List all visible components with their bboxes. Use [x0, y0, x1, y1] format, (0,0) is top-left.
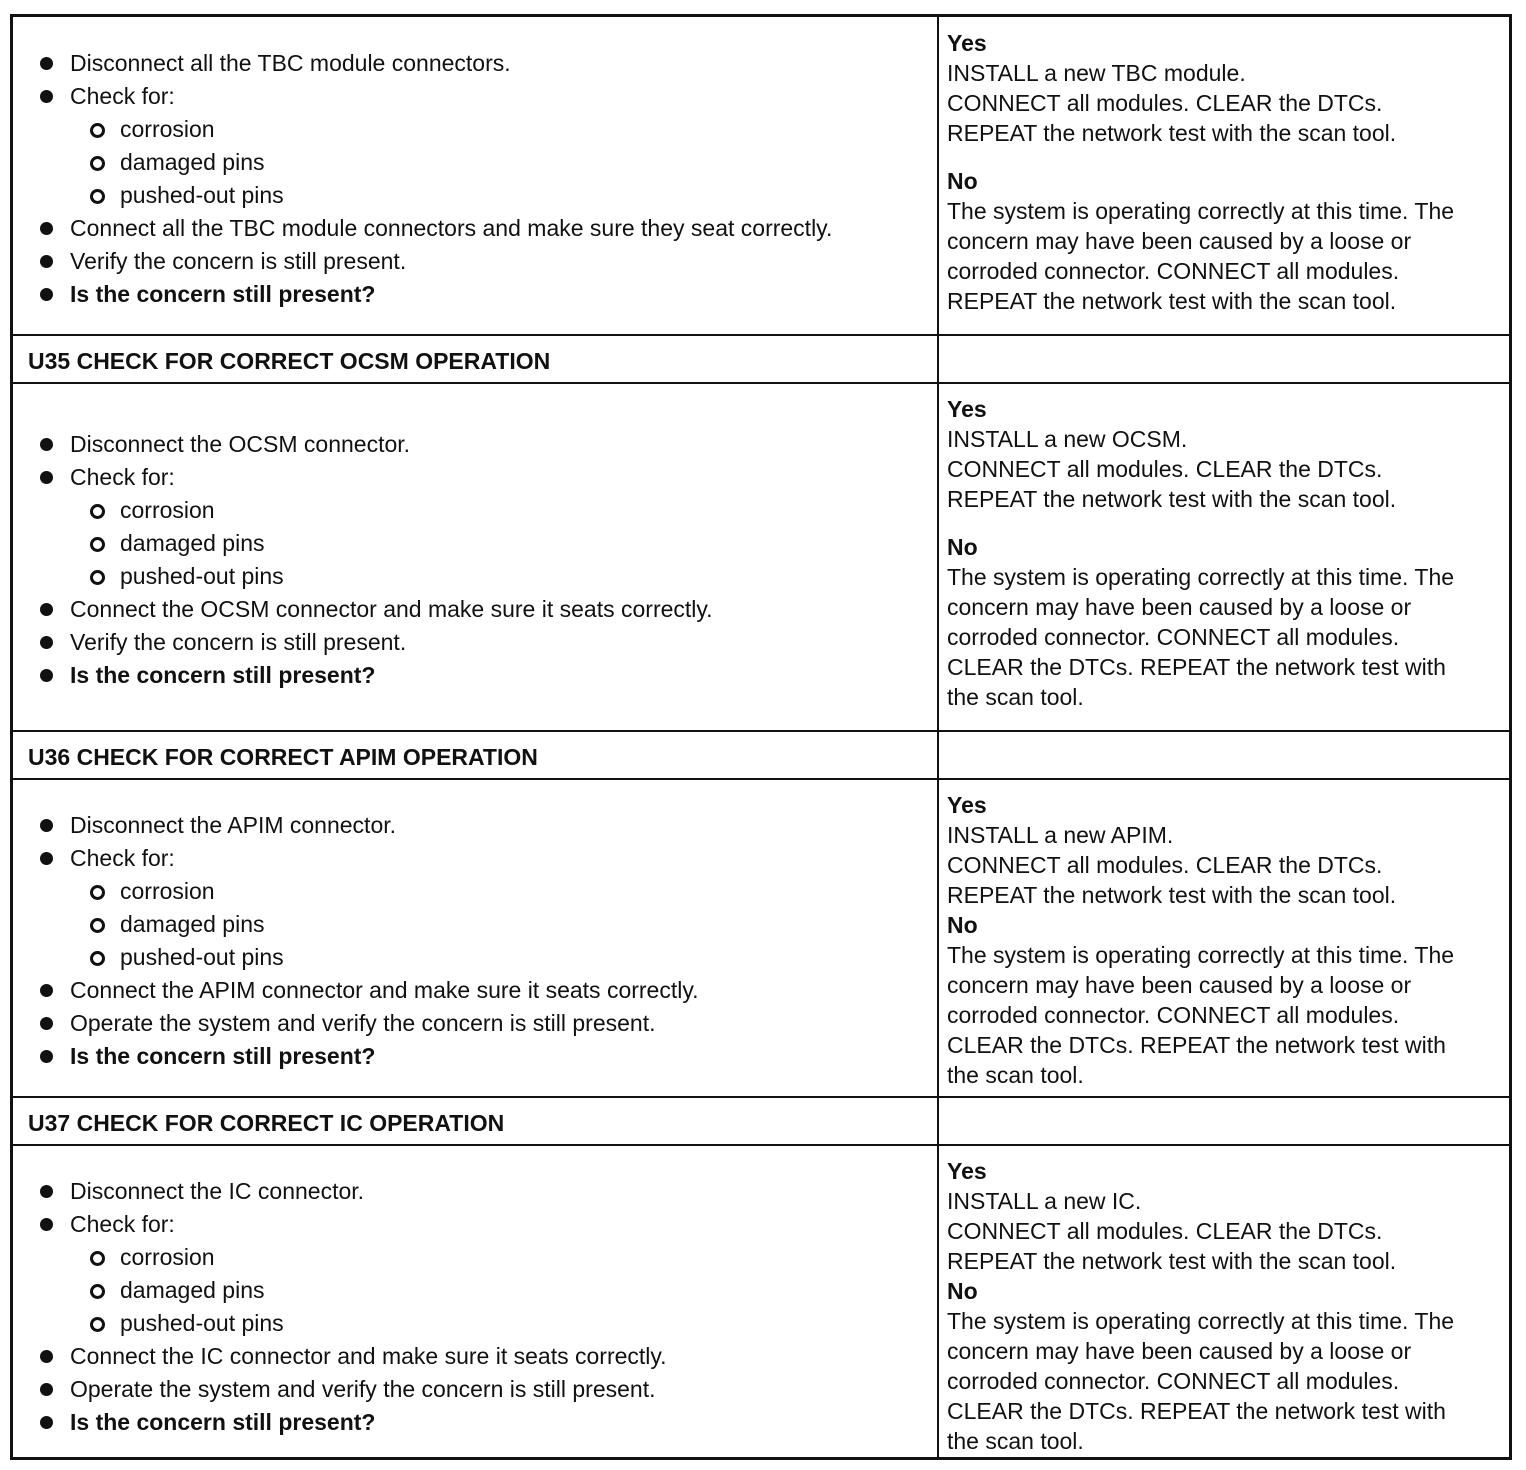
yes-line: INSTALL a new OCSM. [947, 426, 1188, 452]
yes-label: Yes [947, 792, 987, 818]
no-line: CLEAR the DTCs. REPEAT the network test with [947, 654, 1446, 680]
yes-line: CONNECT all modules. CLEAR the DTCs. [947, 90, 1383, 116]
step-question: Is the concern still present? [13, 659, 933, 692]
step-item: Check for: [13, 1208, 933, 1241]
no-line: The system is operating correctly at this time. The [947, 564, 1455, 590]
no-line: concern may have been caused by a loose or [947, 594, 1412, 620]
yes-line: INSTALL a new IC. [947, 1188, 1142, 1214]
yes-line: INSTALL a new APIM. [947, 822, 1174, 848]
no-line: The system is operating correctly at this time. The [947, 942, 1455, 968]
check-item: pushed-out pins [13, 179, 933, 212]
row-divider [13, 1096, 1509, 1098]
result-tbc [947, 28, 1507, 316]
no-line: the scan tool. [947, 1062, 1084, 1088]
check-item: corrosion [13, 875, 933, 908]
yes-line: CONNECT all modules. CLEAR the DTCs. [947, 1218, 1383, 1244]
no-label: No [947, 168, 978, 194]
step-list-tbc [13, 47, 933, 311]
no-label: No [947, 1278, 978, 1304]
no-line: the scan tool. [947, 1428, 1084, 1454]
check-item: pushed-out pins [13, 941, 933, 974]
step-item: Connect the OCSM connector and make sure it seats correctly. [13, 593, 933, 626]
no-line: CLEAR the DTCs. REPEAT the network test with [947, 1398, 1446, 1424]
row-divider [13, 778, 1509, 780]
yes-line: REPEAT the network test with the scan tool. [947, 1248, 1397, 1274]
step-item: Check for: [13, 80, 933, 113]
step-list-apim [13, 809, 933, 1073]
step-item: Check for: [13, 461, 933, 494]
no-line: concern may have been caused by a loose or [947, 228, 1412, 254]
no-line: The system is operating correctly at this time. The [947, 198, 1455, 224]
step-item: Verify the concern is still present. [13, 245, 933, 278]
yes-line: REPEAT the network test with the scan tool. [947, 486, 1397, 512]
row-divider [13, 334, 1509, 336]
yes-line: REPEAT the network test with the scan tool. [947, 120, 1397, 146]
check-item: corrosion [13, 494, 933, 527]
no-line: REPEAT the network test with the scan tool. [947, 288, 1397, 314]
step-item: Disconnect the OCSM connector. [13, 428, 933, 461]
step-item: Check for: [13, 842, 933, 875]
no-label: No [947, 534, 978, 560]
yes-line: REPEAT the network test with the scan tool. [947, 882, 1397, 908]
check-item: damaged pins [13, 1274, 933, 1307]
diagnostic-table [10, 14, 1512, 1460]
yes-label: Yes [947, 396, 987, 422]
section-heading-u35: U35 CHECK FOR CORRECT OCSM OPERATION [28, 348, 551, 374]
no-line: corroded connector. CONNECT all modules. [947, 624, 1400, 650]
no-line: concern may have been caused by a loose or [947, 1338, 1412, 1364]
result-apim [947, 790, 1507, 1090]
check-item: corrosion [13, 1241, 933, 1274]
step-item: Verify the concern is still present. [13, 626, 933, 659]
step-item: Connect all the TBC module connectors and make sure they seat correctly. [13, 212, 933, 245]
step-item: Connect the IC connector and make sure it seats correctly. [13, 1340, 933, 1373]
section-heading-u37: U37 CHECK FOR CORRECT IC OPERATION [28, 1110, 505, 1136]
check-item: damaged pins [13, 908, 933, 941]
step-item: Disconnect the IC connector. [13, 1175, 933, 1208]
no-line: corroded connector. CONNECT all modules. [947, 1368, 1400, 1394]
step-item: Disconnect the APIM connector. [13, 809, 933, 842]
no-line: corroded connector. CONNECT all modules. [947, 258, 1400, 284]
step-item: Operate the system and verify the concern is still present. [13, 1007, 933, 1040]
column-divider [937, 17, 939, 1457]
row-divider [13, 730, 1509, 732]
no-line: concern may have been caused by a loose or [947, 972, 1412, 998]
yes-line: INSTALL a new TBC module. [947, 60, 1246, 86]
step-question: Is the concern still present? [13, 1406, 933, 1439]
check-item: pushed-out pins [13, 1307, 933, 1340]
no-line: corroded connector. CONNECT all modules. [947, 1002, 1400, 1028]
step-question: Is the concern still present? [13, 278, 933, 311]
step-item: Operate the system and verify the concern is still present. [13, 1373, 933, 1406]
result-ic [947, 1156, 1507, 1456]
yes-line: CONNECT all modules. CLEAR the DTCs. [947, 852, 1383, 878]
row-divider [13, 382, 1509, 384]
step-list-ic [13, 1175, 933, 1439]
section-heading-u36: U36 CHECK FOR CORRECT APIM OPERATION [28, 744, 538, 770]
result-ocsm [947, 394, 1507, 712]
no-label: No [947, 912, 978, 938]
check-item: damaged pins [13, 146, 933, 179]
check-item: corrosion [13, 113, 933, 146]
yes-label: Yes [947, 1158, 987, 1184]
yes-label: Yes [947, 30, 987, 56]
step-item: Connect the APIM connector and make sure it seats correctly. [13, 974, 933, 1007]
no-line: CLEAR the DTCs. REPEAT the network test with [947, 1032, 1446, 1058]
step-item: Disconnect all the TBC module connectors. [13, 47, 933, 80]
step-list-ocsm [13, 428, 933, 692]
no-line: the scan tool. [947, 684, 1084, 710]
row-divider [13, 1144, 1509, 1146]
yes-line: CONNECT all modules. CLEAR the DTCs. [947, 456, 1383, 482]
check-item: damaged pins [13, 527, 933, 560]
step-question: Is the concern still present? [13, 1040, 933, 1073]
check-item: pushed-out pins [13, 560, 933, 593]
no-line: The system is operating correctly at this time. The [947, 1308, 1455, 1334]
